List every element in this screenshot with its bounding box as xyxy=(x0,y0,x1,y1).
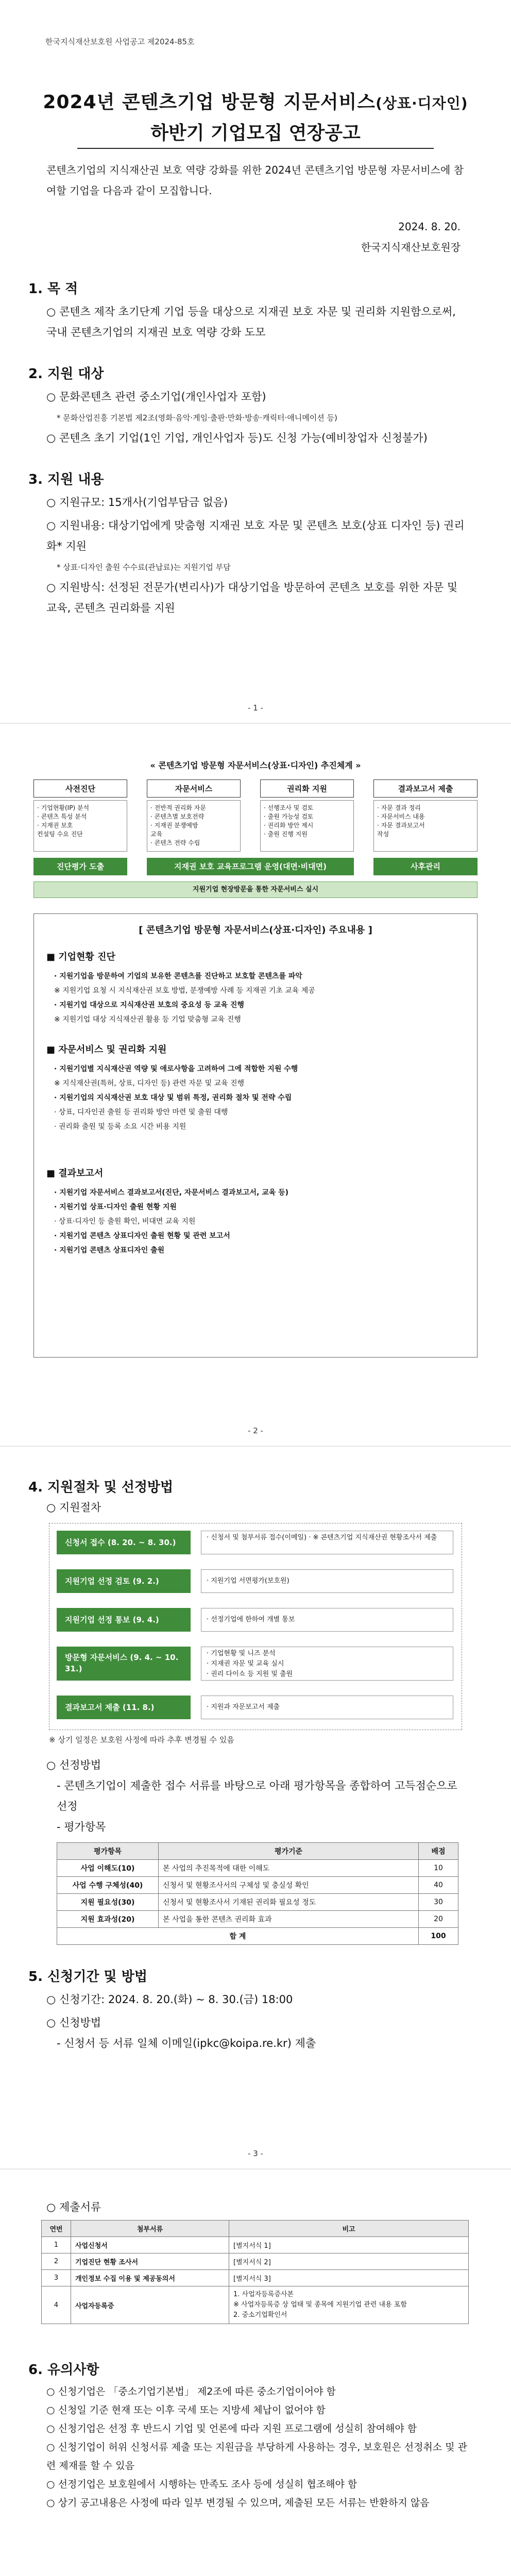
section-2-note-1: * 문화산업진흥 기본법 제2조(영화·음악·게임·출판·만화·방송·캐릭터·애니메이션 등) xyxy=(57,413,337,422)
table-cell: 4 xyxy=(42,2286,71,2324)
section-6-items xyxy=(46,2382,469,2512)
section-2-bullet-1: ○ 문화콘텐츠 관련 중소기업(개인사업자 포함) xyxy=(46,391,266,403)
eval-title: - 평가항목 xyxy=(57,1821,106,1833)
table-cell: 본 사업의 추진목적에 대한 이해도 xyxy=(159,1860,419,1877)
list-item: · 지원기업 자문서비스 결과보고서(진단, 자문서비스 결과보고서, 교육 등) xyxy=(54,1189,289,1197)
flow-col-2-line: · 지재권 분쟁예방 xyxy=(150,822,198,829)
contents-sec-3-items xyxy=(54,1185,466,1258)
table-header: 비고 xyxy=(229,2221,469,2237)
list-item: · 지원기업을 방문하여 기업의 보유한 콘텐츠를 진단하고 보호할 콘텐츠를 파악 xyxy=(54,972,302,980)
page-divider xyxy=(0,723,511,724)
diagram-title: « 콘텐츠기업 방문형 자문서비스(상표·디자인) 추진체계 » xyxy=(150,760,361,770)
list-item: · 상표·디자인 등 출원 확인, 비대면 교육 지원 xyxy=(54,1217,196,1226)
title-underline xyxy=(77,148,434,149)
flow-col-3-line: · 권리화 방안 제시 xyxy=(264,822,314,829)
list-item: · 상표, 디자인권 출원 등 권리화 방안 마련 및 출원 대행 xyxy=(54,1108,228,1116)
step-3-label: 지원기업 선정 통보 (9. 4.) xyxy=(57,1608,191,1632)
section-6-title: 6. 유의사항 xyxy=(28,2362,99,2378)
main-title-text: 2024년 콘텐츠기업 방문형 지문서비스 xyxy=(43,92,376,113)
table-cell: 합 계 xyxy=(57,1928,419,1945)
docs-table xyxy=(41,2220,469,2324)
table-cell: 1. 사업자등록증사본 ※ 사업자등록증 상 업태 및 종목에 지원기업 관련 내용 포함 2. 중소기업확인서 xyxy=(229,2286,469,2324)
step-1-label: 신청서 접수 (8. 20. ~ 8. 30.) xyxy=(57,1531,191,1554)
table-cell: 사업신청서 xyxy=(71,2237,229,2253)
section-3-bullet-2: ○ 지원내용: 대상기업에게 맞춤형 지재권 보호 자문 및 콘텐츠 보호(상표 디자인 등) 권리화* 지원 xyxy=(46,519,465,552)
flow-col-3-body xyxy=(260,800,354,852)
contents-sec-1: ■ 기업현황 진단 xyxy=(46,952,115,962)
page-number: - 3 - xyxy=(248,2149,263,2158)
table-row xyxy=(57,1894,458,1911)
table-cell: 지원 효과성(20) xyxy=(57,1911,159,1928)
step-4-desc: · 기업현황 및 니즈 분석 · 지재권 자문 및 교육 실시 · 권리 다이쇼 등 지원 및 출원 xyxy=(201,1647,453,1681)
flow-col-4-line: · 자문 결과보고서 xyxy=(377,822,425,829)
table-cell: 기업진단 현황 조사서 xyxy=(71,2253,229,2270)
table-row xyxy=(57,1860,458,1877)
page-number: - 2 - xyxy=(248,1426,263,1435)
flow-col-2-line: · 전반적 권리화 자문 xyxy=(150,804,206,811)
issue-date: 2024. 8. 20. xyxy=(398,221,461,233)
page-divider xyxy=(0,1446,511,1447)
table-row xyxy=(57,1877,458,1894)
page-4 xyxy=(0,2168,511,2576)
flow-mid-1: 진단평가 도출 xyxy=(33,858,127,875)
list-item: · 권리화 출원 및 등록 소요 시간 비용 지원 xyxy=(54,1123,186,1131)
list-item: · 지원기업의 지식재산권 보호 대상 및 범위 특정, 권리화 절차 및 전략 수립 xyxy=(54,1094,292,1102)
table-cell: [별지서식 2] xyxy=(229,2253,469,2270)
sub-title: 하반기 기업모집 연장공고 xyxy=(150,123,361,144)
section-3-bullet-3: ○ 지원방식: 선정된 전문가(변리사)가 대상기업을 방문하여 콘텐츠 보호를 위한 자문 및 교육, 콘텐츠 권리화를 지원 xyxy=(46,581,458,614)
list-item: ※ 지원기업 요청 시 지식재산권 보호 방법, 분쟁예방 사례 등 지재권 기초 교육 제공 xyxy=(54,987,315,995)
flow-col-2-line: 교육 xyxy=(150,831,163,838)
table-cell: 1 xyxy=(42,2237,71,2253)
page-3 xyxy=(0,1446,511,2168)
page-1 xyxy=(0,0,511,723)
step-2-desc: · 지원기업 서면평가(보호원) xyxy=(201,1569,453,1593)
flow-col-2-head: 자문서비스 xyxy=(147,779,241,798)
list-item: ○ 신청기업은 선정 후 반드시 기업 및 언론에 따라 지원 프로그램에 성실히 참여해야 함 xyxy=(46,2423,417,2434)
table-header: 평가기준 xyxy=(159,1843,419,1860)
list-item: · 지원기업 콘텐츠 상표디자인 출원 xyxy=(54,1246,165,1255)
table-header: 배점 xyxy=(419,1843,458,1860)
flow-col-3-head: 권리화 지원 xyxy=(260,779,354,798)
step-2-label: 지원기업 선정 검토 (9. 2.) xyxy=(57,1569,191,1593)
contents-sec-2-items xyxy=(54,1062,466,1134)
table-cell: 신청서 및 현황조사서 기재된 권리화 필요성 정도 xyxy=(159,1894,419,1911)
flow-col-2-line: · 콘텐츠 전략 수립 xyxy=(150,839,200,846)
table-cell: [별지서식 1] xyxy=(229,2237,469,2253)
issue-block xyxy=(361,216,461,258)
flow-mid-2: 지재권 보호 교육프로그램 운영(대면·비대면) xyxy=(147,858,354,875)
flow-col-4-head: 결과보고서 제출 xyxy=(373,779,478,798)
step-4-label: 방문형 자문서비스 (9. 4. ~ 10. 31.) xyxy=(57,1647,191,1681)
list-item: ○ 신청일 기준 현재 또는 이후 국세 또는 지방세 체납이 없어야 함 xyxy=(46,2404,326,2416)
table-row xyxy=(42,2286,469,2324)
flow-col-1-line: · 콘텐츠 특성 분석 xyxy=(37,813,87,820)
list-item: · 지원기업 콘텐츠 상표디자인 출원 현황 및 관련 보고서 xyxy=(54,1232,230,1240)
flow-col-4-line: · 자문서비스 내용 xyxy=(377,813,425,820)
section-1-title: 1. 목 적 xyxy=(28,281,78,297)
page-2 xyxy=(0,723,511,1446)
section-2-bullet-2: ○ 콘텐츠 초기 기업(1인 기업, 개인사업자 등)도 신청 가능(예비창업자 신청불가) xyxy=(46,432,428,444)
list-item: · 지원기업 대상으로 지식재산권 보호의 중요성 등 교육 진행 xyxy=(54,1001,244,1009)
flow-col-1-line: · 기업현황(IP) 분석 xyxy=(37,804,90,811)
table-cell: [별지서식 3] xyxy=(229,2270,469,2286)
eval-table xyxy=(57,1842,458,1945)
flow-col-3-line: · 선행조사 및 검토 xyxy=(264,804,314,811)
table-cell: 20 xyxy=(419,1911,458,1928)
section-5-bullet-3: - 신청서 등 서류 일체 이메일(ipkc@koipa.re.kr) 제출 xyxy=(57,2037,316,2049)
list-item: ○ 신청기업은 「중소기업기본법」 제2조에 따른 중소기업이어야 함 xyxy=(46,2386,336,2397)
flow-col-4-line: · 자문 결과 정리 xyxy=(377,804,421,811)
table-header-row xyxy=(42,2221,469,2237)
section-5-title: 5. 신청기간 및 방법 xyxy=(28,1969,147,1985)
section-3-title: 3. 지원 내용 xyxy=(28,472,104,487)
table-cell: 개인정보 수집 이용 및 제공동의서 xyxy=(71,2270,229,2286)
flow-col-2-line: · 콘텐츠별 보호전략 xyxy=(150,813,205,820)
table-header: 연번 xyxy=(42,2221,71,2237)
contents-sec-2: ■ 자문서비스 및 권리화 지원 xyxy=(46,1044,167,1055)
section-3-bullet-1: ○ 지원규모: 15개사(기업부담금 없음) xyxy=(46,496,228,509)
table-cell: 사업 수행 구체성(40) xyxy=(57,1877,159,1894)
steps-note: ※ 상기 일정은 보호원 사정에 따라 추후 변경될 수 있음 xyxy=(49,1735,234,1744)
table-header-row xyxy=(57,1843,458,1860)
flow-bottom-bar: 지원기업 현장방문을 통한 자문서비스 실시 xyxy=(33,882,478,898)
list-item: ※ 지원기업 대상 지식재산권 활용 등 기업 맞춤형 교육 진행 xyxy=(54,1015,241,1024)
step-5-label: 결과보고서 제출 (11. 8.) xyxy=(57,1696,191,1719)
table-row xyxy=(42,2237,469,2253)
table-cell: 100 xyxy=(419,1928,458,1945)
flow-col-1-line: · 지재권 보호 xyxy=(37,822,73,829)
section-5-bullet-1: ○ 신청기간: 2024. 8. 20.(화) ~ 8. 30.(금) 18:00 xyxy=(46,1993,293,2006)
flow-col-1-line: 컨설팅 수요 진단 xyxy=(37,831,83,838)
table-cell: 3 xyxy=(42,2270,71,2286)
main-title xyxy=(0,88,511,114)
section-4-title: 4. 지원절차 및 선정방법 xyxy=(28,1480,174,1495)
step-5-desc: · 지원과 자문보고서 제출 xyxy=(201,1696,453,1719)
step-3-desc: · 선정기업에 한하여 개별 통보 xyxy=(201,1608,453,1632)
section-5-bullet-2: ○ 신청방법 xyxy=(46,2016,101,2029)
intro-text: 콘텐츠기업의 지식재산권 보호 역량 강화를 위한 2024년 콘텐츠기업 방문형 자문서비스에 참여할 기업을 다음과 같이 모집합니다. xyxy=(46,164,464,197)
section-4-sub: ○ 지원절차 xyxy=(46,1501,101,1514)
table-header: 평가항목 xyxy=(57,1843,159,1860)
flow-col-4-body xyxy=(373,800,478,852)
section-2-title: 2. 지원 대상 xyxy=(28,366,104,382)
main-title-paren: (상표·디자인) xyxy=(376,95,468,112)
flow-col-2-body xyxy=(147,800,241,852)
flow-mid-3: 사후관리 xyxy=(373,858,478,875)
table-row xyxy=(57,1911,458,1928)
flow-col-1-head: 사전진단 xyxy=(33,779,127,798)
table-cell: 본 사업을 통한 콘텐츠 권리화 효과 xyxy=(159,1911,419,1928)
flow-col-3-line: · 출원 가능성 검토 xyxy=(264,813,314,820)
issuer: 한국지식재산보호원장 xyxy=(361,241,461,253)
list-item: ○ 신청기업이 허위 신청서류 제출 또는 지원금을 부당하게 사용하는 경우, 보호원은 선정취소 및 관련 제재를 할 수 있음 xyxy=(46,2442,467,2471)
flow-col-4-line: 작성 xyxy=(377,831,389,838)
table-cell: 30 xyxy=(419,1894,458,1911)
contents-sec-1-items xyxy=(54,969,466,1027)
section-1-text: ○ 콘텐츠 제작 초기단계 기업 등을 대상으로 지재권 보호 자문 및 권리화 지원함으로써, 국내 콘텐츠기업의 지재권 보호 역량 강화 도모 xyxy=(46,306,456,338)
selection-title: ○ 선정방법 xyxy=(46,1759,101,1771)
docs-title: ○ 제출서류 xyxy=(46,2201,101,2213)
table-cell: 10 xyxy=(419,1860,458,1877)
main-contents-title: [ 콘텐츠기업 방문형 자문서비스(상표·디자인) 주요내용 ] xyxy=(139,925,372,936)
table-cell: 지원 필요성(30) xyxy=(57,1894,159,1911)
step-1-desc: · 신청서 및 첨부서류 접수(이메일) · ※ 콘텐츠기업 지식재산권 현황조사서 제출 xyxy=(201,1531,453,1554)
list-item: · 지원기업 상표·디자인 출원 현황 지원 xyxy=(54,1203,177,1211)
flow-col-1-body xyxy=(33,800,127,852)
table-cell: 사업 이해도(10) xyxy=(57,1860,159,1877)
table-cell: 2 xyxy=(42,2253,71,2270)
table-cell: 40 xyxy=(419,1877,458,1894)
announcement-number: 한국지식재산보호원 사업공고 제2024-85호 xyxy=(45,37,195,46)
section-3-note-1: * 상표·디자인 출원 수수료(관납료)는 지원기업 부담 xyxy=(57,563,231,572)
table-row xyxy=(42,2270,469,2286)
table-cell: 사업자등록증 xyxy=(71,2286,229,2324)
table-row xyxy=(42,2253,469,2270)
page-number: - 1 - xyxy=(248,703,263,713)
list-item: ○ 선정기업은 보호원에서 시행하는 만족도 조사 등에 성실히 협조해야 함 xyxy=(46,2479,357,2490)
page-divider xyxy=(0,2168,511,2170)
list-item: ○ 상기 공고내용은 사정에 따라 일부 변경될 수 있으며, 제출된 모든 서류는 반환하지 않음 xyxy=(46,2497,430,2509)
list-item: · 지원기업별 지식재산권 역량 및 애로사항을 고려하여 그에 적합한 지원 수행 xyxy=(54,1065,298,1073)
selection-text: - 콘텐츠기업이 제출한 접수 서류를 바탕으로 아래 평가항목을 종합하여 고득점순으로 선정 xyxy=(57,1780,457,1812)
flow-col-3-line: · 출원 진행 지원 xyxy=(264,831,308,838)
contents-sec-3: ■ 결과보고서 xyxy=(46,1168,104,1179)
table-row xyxy=(57,1928,458,1945)
table-cell: 신청서 및 현황조사서의 구체성 및 충실성 확인 xyxy=(159,1877,419,1894)
table-header: 첨부서류 xyxy=(71,2221,229,2237)
list-item: ※ 지식재산권(특허, 상표, 디자인 등) 관련 자문 및 교육 진행 xyxy=(54,1079,245,1088)
